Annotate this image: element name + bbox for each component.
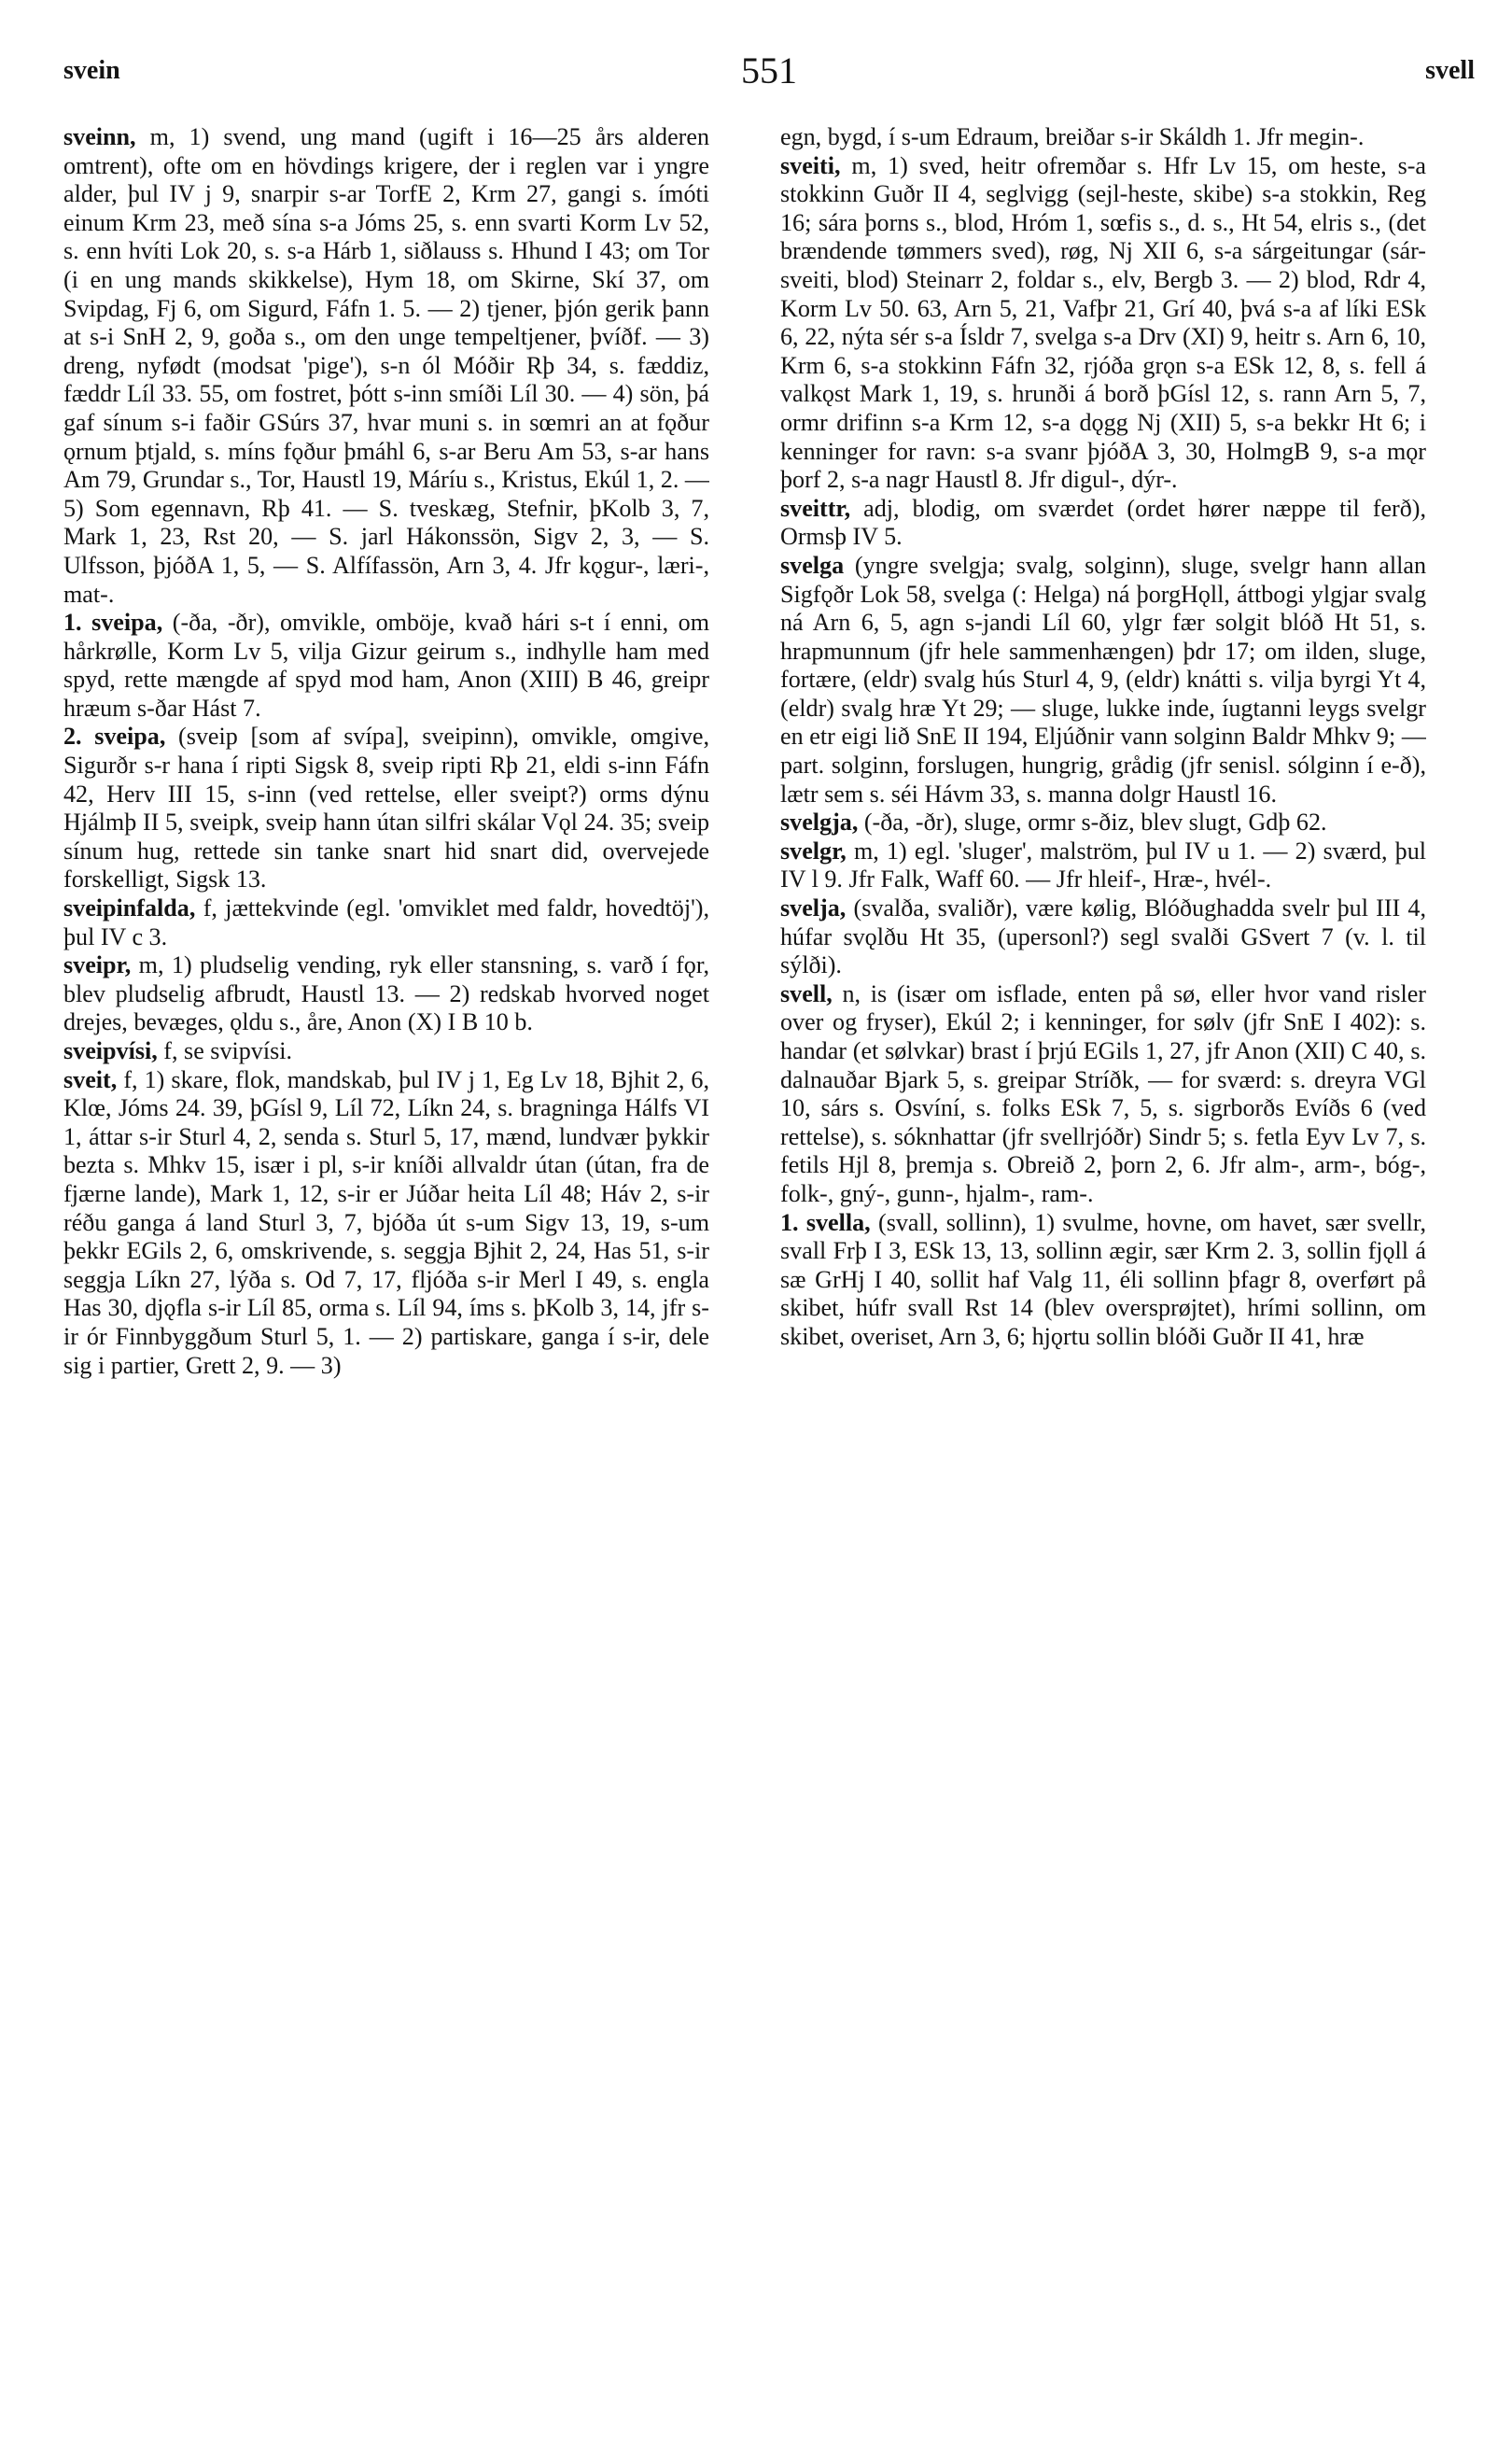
entry-text: m, 1) svend, ung mand (ugift i 16—25 års alderen omtrent), ofte om en hövdings krigere, der i reglen var i yngre alder, þul IV j 9, snarpir s-ar TorfE 2, Krm 27, gangi s. ímóti einum Krm 23, með sína s-a Jóms 25, s. enn svarti Korm Lv 52, s. enn hvíti Lok 20, s. s-a Hárb 1, siðlauss s. Hhund I 43; om Tor (i en ung mands skikkelse), Hym 18, om Skirne, Skí 37, om Svipdag, Fj 6, om Sigurd, Fáfn 1. 5. — 2) tjener, þjón gerik þann at s-i SnH 2, 9, goða s., om den unge tempeltjener, þvíðf. — 3) dreng, nyfødt (modsat 'pige'), s-n ól Móðir Rþ 34, s. fæddiz, fæddr Líl 33. 55, om fostret, þótt s-inn smíði Líl 30. — 4) sön, þá gaf sínum s-i faðir GSúrs 37, hvar muni s. in sœmri an at fǫður ǫrnum þtjald, s. míns fǫður þmáhl 6, s-ar Beru Am 53, s-ar hans Am 79, Grundar s., Tor, Haustl 19, Máríu s., Kristus, Ekúl 1, 2. — 5) Som egennavn, Rþ 41. — S. tveskæg, Stefnir, þKolb 3, 7, Mark 1, 23, Rst 20, — S. jarl Hákonssön, Sigv 2, 3, — S. Ulfsson, þjóðA 1, 5, — S. Alfífassön, Arn 3, 4. Jfr kǫgur-, læri-, mat-.	[63, 123, 709, 608]
entry-text: m, 1) egl. 'sluger', malström, þul IV u 1. — 2) sværd, þul IV l 9. Jfr Falk, Waff 60. — Jfr hleif-, Hræ-, hvél-.	[780, 837, 1426, 893]
dictionary-entry	[63, 951, 709, 1037]
entry-text: m, 1) pludselig vending, ryk eller stansning, s. varð í fǫr, blev pludselig afbrudt, Haustl 13. — 2) redskab hvorved noget drejes, bevæges, ǫldu s., åre, Anon (X) I B 10 b.	[63, 951, 709, 1036]
entry-text: adj, blodig, om sværdet (ordet hører næppe til ferð), Ormsþ IV 5.	[780, 494, 1426, 551]
headword: 1. sveipa,	[63, 609, 163, 637]
dictionary-entry	[63, 1037, 709, 1066]
headword: svell,	[780, 979, 833, 1007]
dictionary-entry	[780, 894, 1426, 980]
headword: sveinn,	[63, 123, 136, 150]
headword: 1. svella,	[780, 1208, 871, 1236]
entry-text: f, jættekvinde (egl. 'omviklet med faldr, hovedtöj'), þul IV c 3.	[63, 894, 709, 950]
entry-text: egn, bygd, í s-um Edraum, breiðar s-ir Skáldh 1. Jfr megin-.	[780, 123, 1365, 150]
dictionary-entry	[780, 152, 1426, 495]
entry-text: (svall, sollinn), 1) svulme, hovne, om havet, sær svellr, svall Frþ I 3, ESk 13, 13, sollinn ægir, sær Krm 2. 3, sollin fjǫll á sæ GrHj I 40, sollit haf Valg 11, éli sollinn þfagr 8, overført på skibet, húfr svall Rst 14 (blev oversprøjtet), hrími sollinn, om skibet, overiset, Arn 3, 6; hjǫrtu sollin blóði Guðr II 41, hræ	[780, 1208, 1426, 1350]
left-column	[63, 123, 709, 2439]
entry-text: f, se svipvísi.	[157, 1037, 293, 1064]
entry-text: f, 1) skare, flok, mandskab, þul IV j 1, Eg Lv 18, Bjhit 2, 6, Klœ, Jóms 24. 39, þGísl 9, Líl 72, Líkn 24, s. bragninga Hálfs VI 1, áttar s-ir Sturl 4, 2, senda s. Sturl 5, 17, mænd, lundvær þykkir bezta s. Mhkv 15, især i pl, s-ir kníði allvaldr útan (útan, fra de fjærne lande), Mark 1, 12, s-ir er Júðar heita Líl 48; Háv 2, s-ir réðu ganga á land Sturl 3, 7, bjóða út s-um Sigv 13, 19, s-um þekkr EGils 2, 6, omskrivende, s. seggja Bjhit 2, 24, Has 51, s-ir seggja Líkn 27, lýða s. Od 7, 17, fljóða s-ir Merl I 49, s. engla Has 30, djǫfla s-ir Líl 85, orma s. Líl 94, íms s. þKolb 3, 14, jfr s-ir ór Finnbyggðum Sturl 5, 1. — 2) partiskare, ganga í s-ir, dele sig i partier, Grett 2, 9. — 3)	[63, 1065, 709, 1379]
page-header	[63, 49, 1475, 95]
headword: sveipr,	[63, 951, 132, 979]
headword: svelja,	[780, 894, 847, 922]
dictionary-entry	[63, 123, 709, 609]
dictionary-entry	[63, 609, 709, 723]
headword: svelgja,	[780, 809, 859, 837]
dictionary-entry	[63, 1066, 709, 1381]
entry-text: n, is (især om isflade, enten på sø, eller hvor vand risler over og fryser), Ekúl 2; i kenninger, for sølv (jfr SnE I 402): s. handar (et sølvkar) brast í þrjú EGils 1, 27, jfr Anon (XII) C 40, s. dalnauðar Bjark 5, s. greipar Stríðk, — for sværd: s. dreyra VGl 10, sárs s. Osvíní, s. folks ESk 7, 5, s. sigrborðs Evíðs 6 (ved rettelse), s. sóknhattar (jfr svellrjóðr) Sindr 5; s. fetla Eyv Lv 7, s. fetils Hjl 8, þremja s. Obreið 2, þorn 2, 6. Jfr alm-, arm-, bóg-, folk-, gný-, gunn-, hjalm-, ram-.	[780, 979, 1426, 1207]
page-number: 551	[741, 49, 797, 91]
headword: sveipvísi,	[63, 1037, 158, 1064]
header-right-guide-word: svell	[1425, 56, 1475, 85]
dictionary-entry	[780, 837, 1426, 894]
headword: sveipinfalda,	[63, 894, 196, 922]
header-left-guide-word: svein	[63, 56, 120, 85]
headword: 2. sveipa,	[63, 723, 166, 751]
entry-text: m, 1) sved, heitr ofremðar s. Hfr Lv 15, om heste, s-a stokkinn Guðr II 4, seglvigg (sejl-heste, skibe) s-a stokkin, Reg 16; sára þorns s., blod, Hróm 1, sœfis s., d. s., Ht 54, elris s., (det brændende tømmers sved), røg, Nj XII 6, s-a sárgeitungar (sár-sveiti, blod) Steinarr 2, foldar s., elv, Bergb 3. — 2) blod, Rdr 4, Korm Lv 50. 63, Arn 5, 21, Vafþr 21, Grí 40, þvá s-a af líki ESk 6, 22, nýta sér s-a Ísldr 7, svelga s-a Drv (XI) 9, heitr s. Arn 6, 10, Krm 6, s-a stokkinn Fáfn 32, rjóða grǫn s-a ESk 12, 8, s. fell á valkǫst Mark 1, 19, s. hrunði á borð þGísl 12, s. rann Arn 5, 7, ormr drifinn s-a Krm 12, s-a dǫgg Nj (XII) 5, s-a bekkr Ht 6; i kenninger for ravn: s-a svanr þjóðA 3, 30, HolmgB 9, s-a mǫr þorf 2, s-a nagr Haustl 8. Jfr digul-, dýr-.	[780, 151, 1426, 494]
headword: sveit,	[63, 1065, 118, 1093]
dictionary-entry	[780, 552, 1426, 809]
dictionary-entry	[780, 495, 1426, 552]
dictionary-entry	[780, 1209, 1426, 1352]
entry-text: (svalða, svaliðr), være kølig, Blóðughadda svelr þul III 4, húfar svǫlðu Ht 35, (upersonl?) segl svalði GSvert 7 (v. l. til sýlði).	[780, 894, 1426, 979]
headword: svelga	[780, 551, 845, 579]
dictionary-entry	[780, 980, 1426, 1209]
headword: svelgr,	[780, 837, 847, 865]
dictionary-entry-continuation	[780, 123, 1426, 152]
entry-text: (-ða, -ðr), sluge, ormr s-ðiz, blev slugt, Gdþ 62.	[858, 809, 1327, 837]
entry-text: (-ða, -ðr), omvikle, omböje, kvað hári s-t í enni, om hårkrølle, Korm Lv 5, vilja Gizur geirum s., indhylle ham med spyd, rette mængde af spyd mod ham, Anon (XIII) B 46, greipr hræum s-ðar Hást 7.	[63, 609, 709, 722]
headword: sveittr,	[780, 494, 851, 522]
entry-text: (sveip [som af svípa], sveipinn), omvikle, omgive, Sigurðr s-r hana í ripti Sigsk 8, sveip ripti Rþ 21, eldi s-inn Fáfn 42, Herv III 15, s-inn (ved rettelse, eller sveipt?) orms dýnu Hjálmþ II 5, sveipk, sveip hann útan silfri skálar Vǫl 24. 35; sveip sínum hug, rettede sin tanke snart hid snart did, overvejede forskelligt, Sigsk 13.	[63, 723, 709, 893]
right-column	[780, 123, 1426, 2439]
dictionary-entry	[63, 723, 709, 894]
headword: sveiti,	[780, 151, 841, 179]
dictionary-entry	[780, 809, 1426, 837]
dictionary-entry	[63, 894, 709, 951]
entry-text: (yngre svelgja; svalg, solginn), sluge, svelgr hann allan Sigfǫðr Lok 58, svelga (: Helga) ná þorgHǫll, áttbogi ylgjar svalg ná Arn 6, 5, agn s-jandi Líl 60, ylgr fær solgit blóð Ht 51, s. hrapmunnum (jfr hele sammenhængen) þdr 17; om ilden, sluge, fortære, (eldr) svalg hús Sturl 4, 9, (eldr) knátti s. vilja byrgi Yt 4, (eldr) svalg hræ Yt 29; — sluge, lukke inde, íugtanni leygs svelgr en etr eigi lið SnE II 194, Eljúðnir vann solginn Baldr Mhkv 9; — part. solginn, forslugen, hungrig, grådig (jfr senisl. sólginn í e-ð), lætr sem s. séi Hávm 33, s. manna dolgr Haustl 16.	[780, 551, 1426, 808]
